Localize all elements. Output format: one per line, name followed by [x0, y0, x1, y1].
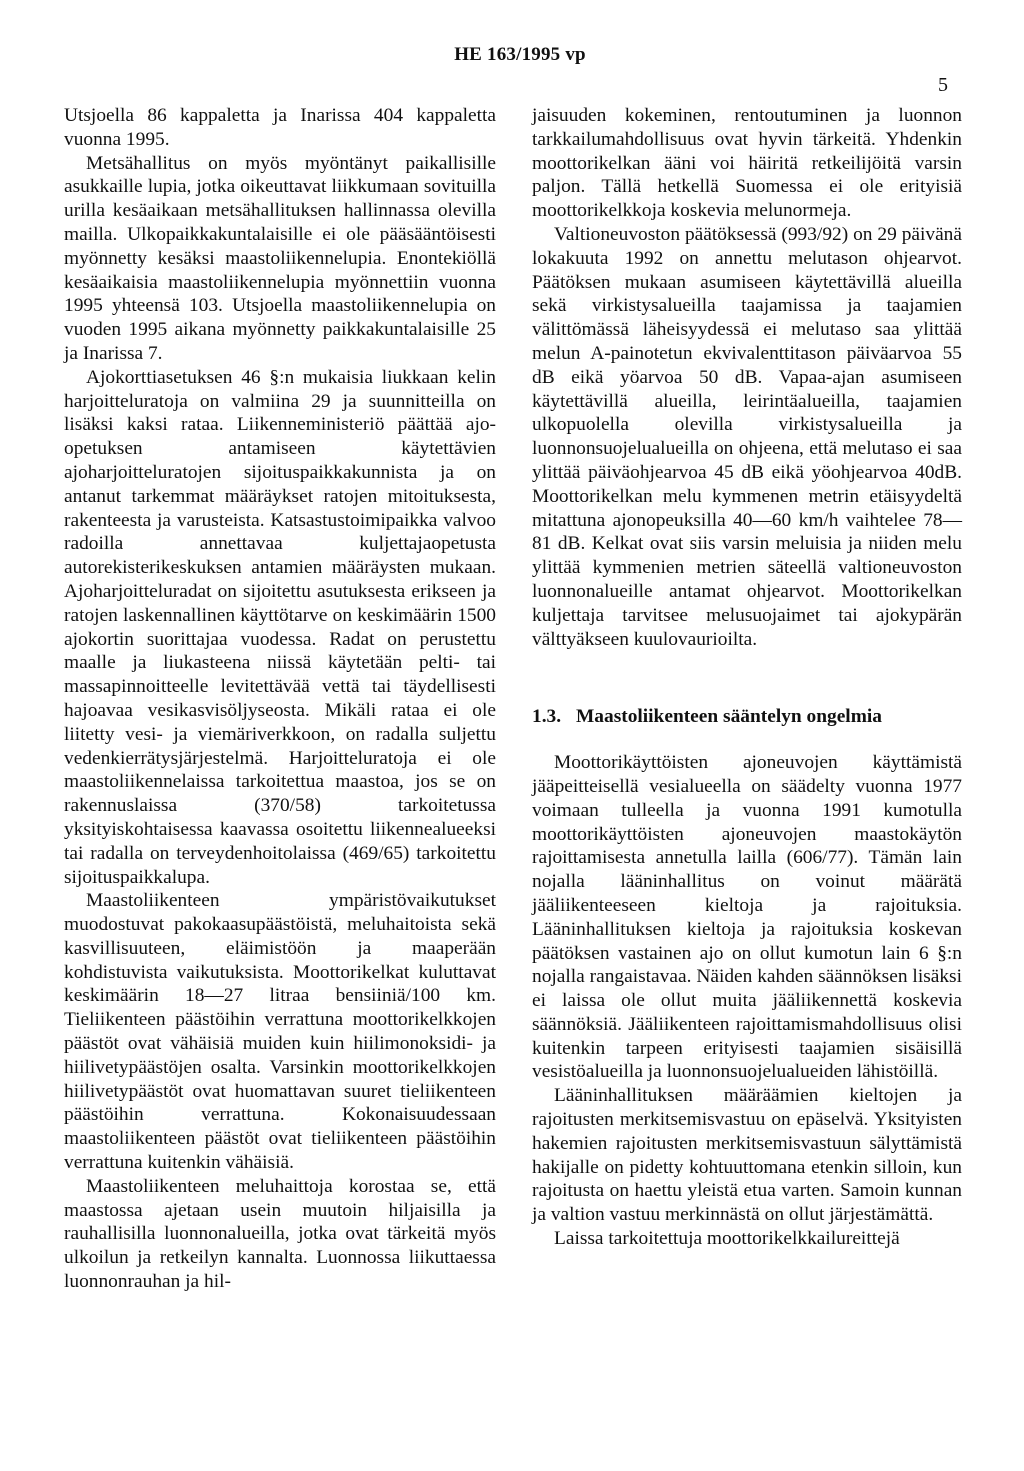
- paragraph: Utsjoella 86 kappaletta ja Inarissa 404 kappaletta vuonna 1995.: [64, 105, 496, 150]
- paragraph: Laissa tarkoitettuja moottorikelkkailureittejä: [554, 1228, 900, 1250]
- paragraph: Valtioneuvoston päätöksessä (993/92) on 29 päivänä lokakuuta 1992 on annettu melutason ohjearvot. Päätöksen mukaan asumiseen käytettävillä alueilla sekä virkistysalueilla taajamissa ja taajamien välittömässä läheisyydessä ei melutaso saa ylittää melun A-painotetun ekvivalenttitason päiväarvoa 55 dB eikä yöarvoa 50 dB. Vapaa-ajan asumiseen käytettävillä alueilla, leirintäalueilla, taajamien ulkopuolella olevilla virkistysalueilla ja luonnonsuojelualueilla on ohjeena, että melutaso ei saa ylittää päiväohjearvoa 45 dB eikä yöohjearvoa 40dB. Moottorikelkan melu kymmenen metrin etäisyydeltä mitattuna ajonopeuksilla 40—60 km/h vaihtelee 78—81 dB. Kelkat ovat siis varsin meluisia ja niiden melu ylittää kymmenien metrien säteellä valtioneuvoston luonnonalueille antamat ohjearvot. Moottorikelkan kuljettaja tarvitsee melusuojaimet tai ajokypärän välttyäkseen kuulovaurioilta.: [532, 223, 962, 650]
- page-number: 5: [938, 74, 948, 96]
- running-header: HE 163/1995 vp: [454, 44, 586, 65]
- paragraph: Maastoliikenteen ympäristövaikutukset muodostuvat pakokaasupäästöistä, meluhaitoista sekä kasvillisuuteen, eläimistöön ja maaperään kohdistuvista vaikutuksista. Moottorikelkat kuluttavat keskimäärin 18—27 litraa bensiiniä/100 km. Tieliikenteen päästöihin verrattuna moottorikelkkojen päästöt ovat vähäisiä muiden kuin hiilimonoksidi- ja hiilivetypäästöjen osalta. Varsinkin moottorikelkkojen hiilivetypäästöt ovat huomattavan suuret tieliikenteen päästöihin verrattuna. Kokonaisuudessaan maastoliikenteen päästöt ovat tieliikenteen päästöihin verrattuna kuitenkin vähäisiä.: [64, 890, 496, 1174]
- paragraph: jaisuuden kokeminen, rentoutuminen ja luonnon tarkkailumahdollisuus ovat hyvin tärkeitä. Yhdenkin moottorikelkan ääni voi häiritä retkeilijöitä varsin paljon. Tällä hetkellä Suomessa ei ole erityisiä moottorikelkkoja koskevia melunormeja.: [532, 105, 962, 222]
- paragraph: Maastoliikenteen meluhaittoja korostaa se, että maastossa ajetaan usein muutoin hiljaisilla ja rauhallisilla luonnonalueilla, jotka ovat tärkeitä myös ulkoilun ja retkeilyn kannalta. Luonnossa liikuttaessa luonnonrauhan ja hil-: [64, 1175, 496, 1293]
- section-number: 1.3.: [532, 706, 562, 728]
- paragraph: Lääninhallituksen määräämien kieltojen ja rajoitusten merkitsemisvastuu on epäselvä. Yksityisten hakemien rajoitusten merkitsemisvastuun sälyttämistä hakijalle on pidetty kohtuuttomana etenkin silloin, kun rajoitusta on haettu yleistä etua varten. Samoin kunnan ja valtion vastuu merkinnästä on ollut järjestämättä.: [532, 1085, 962, 1226]
- right-column: [532, 104, 962, 1251]
- left-column: [64, 104, 496, 1294]
- paragraph: Ajokorttiasetuksen 46 §:n mukaisia liukkaan kelin harjoitteluratoja on valmiina 29 ja suunnitteilla on lisäksi kaksi rataa. Liikenneministeriö päättää ajo-opetuksen antamiseen käytettävien ajoharjoitteluratojen sijoituspaikkakunnista ja on antanut tarkemmat määräykset ratojen mitoituksesta, rakenteesta ja varusteista. Katsastustoimipaikka valvoo radoilla annettavaa kuljettajaopetusta autorekisterikeskuksen antamien määräysten mukaan. Ajoharjoitteluradat on sijoitettu asutuksesta erikseen ja ratojen laskennallinen käyttötarve on keskimäärin 1500 ajokortin suorittajaa vuodessa. Radat on perustettu maalle ja liukasteena niissä käytetään pelti- tai massapinnoitteelle levitettävää vettä tai täydellisesti hajoavaa vesikasvisöljyseosta. Mikäli rataa ei ole liitetty vesi- ja viemäriverkkoon, on radalla suljettu vedenkierrätysjärjestelmä. Harjoitteluratoja ei ole maastoliikennelaissa tarkoitettua maastoa, jos se on rakennuslaissa (370/58) tarkoitetussa yksityiskohtaisessa kaavassa osoitettu liikennealueeksi tai radalla on terveydenhoitolaissa (469/65) tarkoitettu sijoituspaikkalupa.: [64, 366, 496, 888]
- paragraph: Moottorikäyttöisten ajoneuvojen käyttämistä jääpeitteisellä vesialueella on säädelty vuonna 1977 voimaan tulleella ja vuonna 1991 kumotulla moottorikäyttöisten ajoneuvojen maastokäytön rajoittamisesta annetulla lailla (606/77). Tämän lain nojalla lääninhallitus on voinut määrätä jääliikenteeseen kieltoja ja rajoituksia. Lääninhallituksen kieltoja ja rajoituksia koskevan päätöksen vastainen ajo on ollut kumotun lain 6 §:n nojalla rangaistavaa. Näiden kahden säännöksen lisäksi ei laissa ole ollut muita jääliikennettä koskevia säännöksiä. Jääliikenteen rajoittamismahdollisuus olisi kuitenkin tarpeen erityisesti taajamien sisäisillä vesistöalueilla ja luonnonsuojelualueiden lähistöillä.: [532, 752, 962, 1083]
- section-heading: [532, 705, 962, 729]
- paragraph: Metsähallitus on myös myöntänyt paikallisille asukkaille lupia, jotka oikeuttavat liikkumaan sovituilla urilla kesäaikaan metsähallituksen hallinnassa olevilla mailla. Ulkopaikkakuntalaisille ei ole pääsääntöisesti myönnetty kesäksi maastoliikennelupia. Enontekiöllä kesäaikaisia maastoliikennelupia myönnettiin vuonna 1995 yhteensä 103. Utsjoella maastoliikennelupia on vuoden 1995 aikana myönnetty paikkakuntalaisille 25 ja Inarissa 7.: [64, 152, 496, 364]
- section-title: Maastoliikenteen sääntelyn ongelmia: [576, 706, 882, 728]
